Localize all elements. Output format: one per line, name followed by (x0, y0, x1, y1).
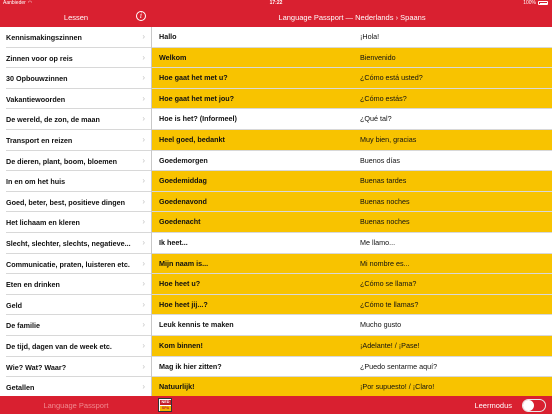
phrase-row[interactable] (152, 68, 552, 89)
lessons-sidebar (0, 27, 152, 396)
phrase-row[interactable] (152, 48, 552, 69)
chevron-right-icon: › (142, 258, 145, 268)
sidebar-item-label: De dieren, plant, boom, bloemen (6, 156, 118, 166)
dutch-phrase: Mijn naam is... (159, 258, 209, 268)
dutch-phrase: Hoe gaat het met jou? (159, 93, 235, 103)
sidebar-item[interactable] (6, 27, 151, 48)
phrase-row[interactable] (152, 89, 552, 110)
navigation-bar (0, 6, 552, 27)
dutch-phrase: Goedenavond (159, 196, 207, 206)
phrase-row[interactable] (152, 254, 552, 275)
dutch-phrase: Hoe heet jij...? (159, 299, 208, 309)
sidebar-item[interactable] (6, 48, 151, 69)
info-icon[interactable]: i (136, 11, 146, 21)
phrase-row[interactable] (152, 151, 552, 172)
sidebar-item[interactable] (6, 336, 151, 357)
dutch-phrase: Natuurlijk! (159, 382, 195, 392)
dutch-phrase: Heel goed, bedankt (159, 134, 225, 144)
sidebar-item[interactable] (6, 130, 151, 151)
dutch-phrase: Leuk kennis te maken (159, 320, 234, 330)
phrase-row[interactable] (152, 233, 552, 254)
chevron-right-icon: › (142, 237, 145, 247)
dutch-phrase: Goedenacht (159, 217, 201, 227)
ned-spa-flag-icon[interactable] (158, 398, 172, 412)
sidebar-item[interactable] (6, 315, 151, 336)
lessons-title: Lessen (63, 13, 89, 22)
spanish-phrase: ¿Cómo está usted? (360, 73, 423, 83)
sidebar-item[interactable] (6, 171, 151, 192)
dutch-phrase: Ik heet... (159, 237, 188, 247)
phrase-row[interactable] (152, 212, 552, 233)
sidebar-item-label: Eten en drinken (6, 280, 60, 290)
phrase-row[interactable] (152, 192, 552, 213)
sidebar-item-label: De wereld, de zon, de maan (6, 115, 100, 125)
flag-bottom-text: SPA (161, 406, 170, 410)
flag-top-text: NED (161, 400, 170, 404)
phrase-row[interactable] (152, 357, 552, 378)
spanish-phrase: Buenas noches (360, 217, 410, 227)
spanish-phrase: Buenas noches (360, 196, 410, 206)
sidebar-item[interactable] (6, 377, 151, 396)
chevron-right-icon: › (142, 52, 145, 62)
chevron-right-icon: › (142, 155, 145, 165)
sidebar-item-label: Geld (6, 300, 22, 310)
sidebar-item[interactable] (6, 89, 151, 110)
spanish-phrase: Buenas tardes (360, 176, 407, 186)
phrase-row[interactable] (152, 171, 552, 192)
battery-icon (538, 1, 548, 5)
chevron-right-icon: › (142, 320, 145, 330)
sidebar-item-label: Goed, beter, best, positieve dingen (6, 197, 126, 207)
dutch-phrase: Kom binnen! (159, 340, 203, 350)
phrase-row[interactable] (152, 130, 552, 151)
sidebar-item-label: Wie? Wat? Waar? (6, 362, 67, 372)
spanish-phrase: Mi nombre es... (360, 258, 410, 268)
sidebar-item-label: Zinnen voor op reis (6, 53, 73, 63)
status-time: 17:22 (269, 0, 283, 6)
phrase-row[interactable] (152, 295, 552, 316)
sidebar-item-label: Transport en reizen (6, 135, 73, 145)
sidebar-item-label: De tijd, dagen van de week etc. (6, 341, 112, 351)
chevron-right-icon: › (142, 279, 145, 289)
sidebar-item-label: In en om het huis (6, 177, 66, 187)
spanish-phrase: ¡Adelante! / ¡Pase! (360, 340, 420, 350)
spanish-phrase: Mucho gusto (360, 320, 402, 330)
carrier: Aanbieder ◠ (3, 0, 33, 6)
chevron-right-icon: › (142, 32, 145, 41)
dutch-phrase: Welkom (159, 52, 187, 62)
sidebar-item-label: De familie (6, 321, 40, 331)
chevron-right-icon: › (142, 93, 145, 103)
battery-percentage: 100% (523, 0, 536, 6)
wifi-icon: ◠ (27, 0, 33, 6)
phrase-list (152, 27, 552, 396)
dutch-phrase: Hoe is het? (Informeel) (159, 114, 237, 124)
dutch-phrase: Goedemiddag (159, 176, 207, 186)
spanish-phrase: ¿Puedo sentarme aquí? (360, 361, 438, 371)
dutch-phrase: Mag ik hier zitten? (159, 361, 222, 371)
sidebar-item[interactable] (6, 254, 151, 275)
sidebar-item[interactable] (6, 192, 151, 213)
sidebar-item[interactable] (6, 109, 151, 130)
chevron-right-icon: › (142, 361, 145, 371)
spanish-phrase: Muy bien, gracias (360, 134, 417, 144)
chevron-right-icon: › (142, 340, 145, 350)
chevron-right-icon: › (142, 134, 145, 144)
sidebar-item-label: Vakantiewoorden (6, 94, 66, 104)
spanish-phrase: ¡Por supuesto! / ¡Claro! (360, 382, 435, 392)
sidebar-item[interactable] (6, 295, 151, 316)
chevron-right-icon: › (142, 114, 145, 124)
sidebar-item[interactable] (6, 357, 151, 378)
chevron-right-icon: › (142, 299, 145, 309)
sidebar-item[interactable] (6, 212, 151, 233)
phrase-row[interactable] (152, 377, 552, 396)
phrase-row[interactable] (152, 109, 552, 130)
phrase-row[interactable] (152, 315, 552, 336)
learn-mode-label: Leermodus (474, 401, 512, 410)
bottom-bar (0, 396, 552, 414)
chevron-right-icon: › (142, 73, 145, 83)
sidebar-item-label: 30 Opbouwzinnen (6, 74, 68, 84)
spanish-phrase: Bienvenido (360, 52, 396, 62)
sidebar-item-label: Het lichaam en kleren (6, 218, 80, 228)
phrase-row[interactable] (152, 27, 552, 48)
chevron-right-icon: › (142, 382, 145, 392)
dutch-phrase: Hoe gaat het met u? (159, 73, 228, 83)
language-passport-tab[interactable]: Language Passport (43, 401, 109, 410)
dutch-phrase: Goedemorgen (159, 155, 208, 165)
sidebar-item-label: Getallen (6, 383, 35, 393)
dutch-phrase: Hallo (159, 32, 177, 41)
sidebar-item-label: Kennismakingszinnen (6, 33, 82, 42)
sidebar-item-label: Communicatie, praten, luisteren etc. (6, 259, 130, 269)
sidebar-item[interactable] (6, 233, 151, 254)
spanish-phrase: ¿Qué tal? (360, 114, 392, 124)
phrase-row[interactable] (152, 336, 552, 357)
chevron-right-icon: › (142, 176, 145, 186)
sidebar-item[interactable] (6, 274, 151, 295)
page-title: Language Passport — Nederlands › Spaans (278, 13, 426, 22)
spanish-phrase: ¡Hola! (360, 32, 380, 41)
dutch-phrase: Hoe heet u? (159, 279, 201, 289)
spanish-phrase: Buenos días (360, 155, 400, 165)
sidebar-item[interactable] (6, 68, 151, 89)
spanish-phrase: ¿Cómo estás? (360, 93, 407, 103)
toggle-knob (523, 400, 534, 411)
spanish-phrase: ¿Cómo se llama? (360, 279, 417, 289)
sidebar-item[interactable] (6, 151, 151, 172)
chevron-right-icon: › (142, 196, 145, 206)
spanish-phrase: ¿Cómo te llamas? (360, 299, 419, 309)
learn-mode-toggle[interactable] (522, 399, 546, 412)
sidebar-item-label: Slecht, slechter, slechts, negatieve... (6, 238, 131, 248)
spanish-phrase: Me llamo... (360, 237, 396, 247)
chevron-right-icon: › (142, 217, 145, 227)
phrase-row[interactable] (152, 274, 552, 295)
